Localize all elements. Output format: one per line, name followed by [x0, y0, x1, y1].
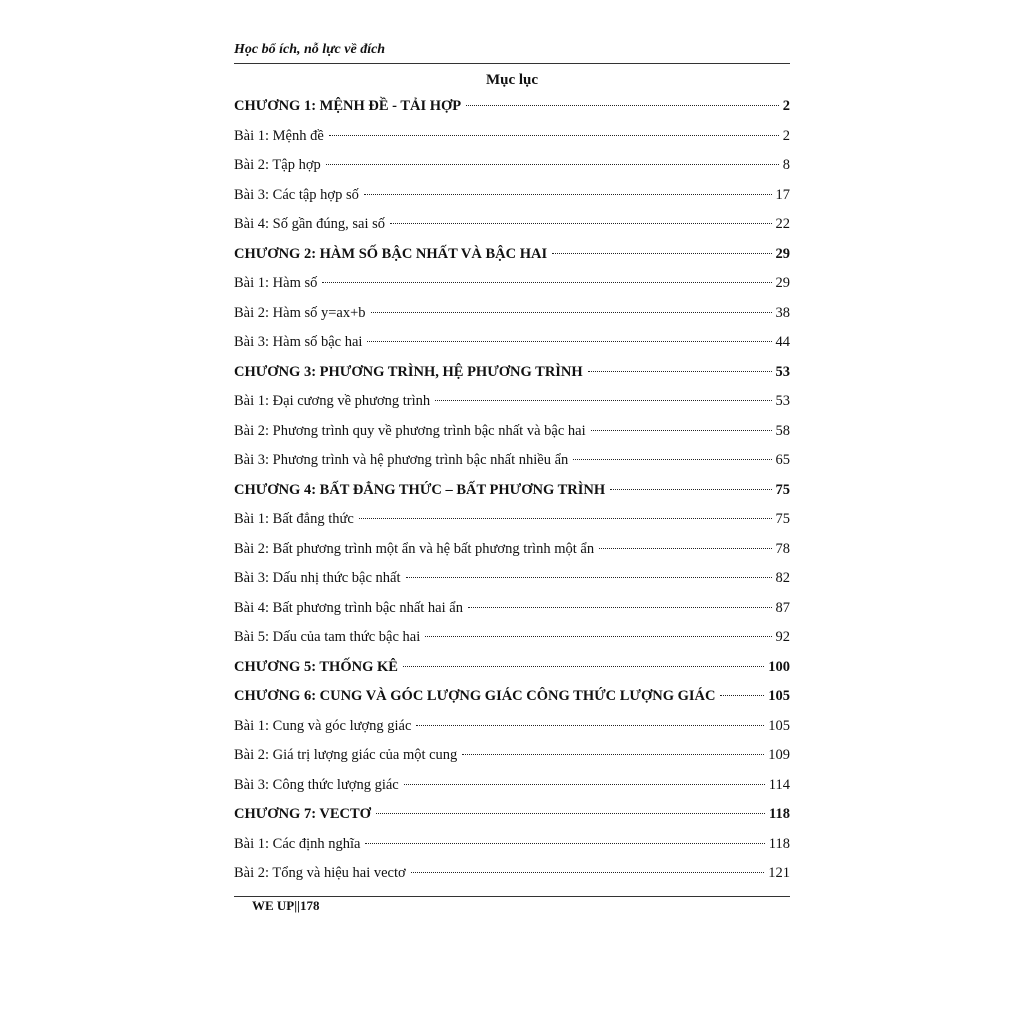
- toc-page-number: 2: [782, 98, 790, 114]
- toc-page-number: 65: [775, 452, 790, 468]
- dot-leader: [390, 223, 771, 224]
- dot-leader: [404, 784, 765, 785]
- toc-page-number: 82: [775, 570, 790, 586]
- toc-entry-label: Bài 5: Dấu của tam thức bậc hai: [234, 629, 421, 645]
- toc-chapter-row[interactable]: [234, 806, 790, 836]
- toc-entry-label: Bài 1: Mệnh đề: [234, 127, 324, 144]
- dot-leader: [326, 164, 779, 165]
- toc-entry-label: Bài 3: Công thức lượng giác: [234, 776, 399, 793]
- toc-entry-label: Bài 3: Hàm số bậc hai: [234, 334, 363, 350]
- toc-page-number: 38: [775, 304, 790, 321]
- running-header: Học bổ ích, nỗ lực về đích: [234, 40, 790, 64]
- toc-page-number: 75: [775, 511, 790, 527]
- toc-page-number: 78: [775, 540, 790, 557]
- toc-lesson-row[interactable]: [234, 187, 790, 217]
- toc-lesson-row[interactable]: [234, 305, 790, 335]
- toc-page-number: 2: [782, 127, 790, 144]
- dot-leader: [322, 282, 771, 283]
- toc-entry-label: Bài 1: Đại cương về phương trình: [234, 393, 431, 409]
- toc-entry-label: Bài 2: Phương trình quy về phương trình bậc nhất và bậc hai: [234, 422, 586, 439]
- dot-leader: [599, 548, 771, 549]
- toc-entry-label: CHƯƠNG 5: THỐNG KÊ: [234, 658, 398, 675]
- toc-page-number: 118: [769, 806, 790, 822]
- dot-leader: [359, 518, 772, 519]
- toc-entry-label: CHƯƠNG 7: VECTƠ: [234, 806, 371, 822]
- toc-entry-label: Bài 1: Hàm số: [234, 275, 318, 291]
- toc-lesson-row[interactable]: [234, 865, 790, 895]
- toc-page-number: 22: [775, 216, 790, 232]
- dot-leader: [466, 105, 779, 106]
- dot-leader: [416, 725, 764, 726]
- toc-chapter-row[interactable]: [234, 688, 790, 718]
- toc-page-number: 105: [768, 688, 790, 704]
- dot-leader: [367, 341, 771, 342]
- toc-chapter-row[interactable]: [234, 246, 790, 276]
- toc-lesson-row[interactable]: [234, 777, 790, 807]
- dot-leader: [720, 695, 764, 696]
- toc-chapter-row[interactable]: [234, 482, 790, 512]
- toc-lesson-row[interactable]: [234, 128, 790, 158]
- toc-lesson-row[interactable]: [234, 423, 790, 453]
- toc-page-number: 75: [775, 481, 790, 498]
- toc-page-number: 29: [775, 275, 790, 291]
- toc-entry-label: Bài 3: Các tập hợp số: [234, 186, 359, 203]
- toc-page-number: 44: [775, 334, 790, 350]
- toc-lesson-row[interactable]: [234, 452, 790, 482]
- toc-lesson-row[interactable]: [234, 718, 790, 748]
- toc-page-number: 105: [768, 717, 790, 734]
- toc-entry-label: Bài 2: Tổng và hiệu hai vectơ: [234, 865, 406, 881]
- toc-page-number: 92: [775, 629, 790, 645]
- toc-lesson-row[interactable]: [234, 275, 790, 305]
- toc-page-number: 53: [775, 363, 790, 380]
- toc-chapter-row[interactable]: [234, 659, 790, 689]
- toc-entry-label: Bài 3: Phương trình và hệ phương trình bậc nhất nhiều ẩn: [234, 452, 569, 468]
- page-footer: WE UP||178: [252, 897, 320, 913]
- toc-lesson-row[interactable]: [234, 334, 790, 364]
- toc-entry-label: CHƯƠNG 2: HÀM SỐ BẬC NHẤT VÀ BẬC HAI: [234, 245, 548, 262]
- toc-lesson-row[interactable]: [234, 393, 790, 423]
- toc-lesson-row[interactable]: [234, 541, 790, 571]
- dot-leader: [591, 430, 772, 431]
- dot-leader: [435, 400, 771, 401]
- dot-leader: [365, 843, 764, 844]
- toc-page-number: 17: [775, 186, 790, 203]
- toc-page-number: 118: [768, 835, 790, 852]
- toc-lesson-row[interactable]: [234, 836, 790, 866]
- toc-page-number: 87: [775, 599, 790, 616]
- toc-entry-label: Bài 2: Giá trị lượng giác của một cung: [234, 747, 458, 763]
- dot-leader: [403, 666, 764, 667]
- dot-leader: [588, 371, 772, 372]
- dot-leader: [376, 813, 765, 814]
- dot-leader: [610, 489, 771, 490]
- toc-lesson-row[interactable]: [234, 511, 790, 541]
- dot-leader: [329, 135, 779, 136]
- toc-page-number: 121: [768, 865, 790, 881]
- dot-leader: [425, 636, 771, 637]
- toc-entry-label: Bài 4: Bất phương trình bậc nhất hai ẩn: [234, 599, 463, 616]
- toc-lesson-row[interactable]: [234, 157, 790, 187]
- toc-entry-label: CHƯƠNG 1: MỆNH ĐỀ - TẢI HỢP: [234, 98, 462, 114]
- toc-page-number: 109: [768, 747, 790, 763]
- dot-leader: [573, 459, 771, 460]
- dot-leader: [468, 607, 772, 608]
- toc-page-number: 58: [775, 422, 790, 439]
- document-page: [234, 40, 790, 914]
- dot-leader: [364, 194, 772, 195]
- toc-entry-label: CHƯƠNG 6: CUNG VÀ GÓC LƯỢNG GIÁC CÔNG THỨC LƯỢNG GIÁC: [234, 688, 716, 704]
- toc-page-number: 100: [768, 658, 790, 675]
- toc-entry-label: Bài 1: Cung và góc lượng giác: [234, 717, 412, 734]
- toc-entry-label: CHƯƠNG 3: PHƯƠNG TRÌNH, HỆ PHƯƠNG TRÌNH: [234, 363, 583, 380]
- dot-leader: [406, 577, 772, 578]
- toc-page-number: 29: [775, 245, 790, 262]
- toc-lesson-row[interactable]: [234, 629, 790, 659]
- toc-entry-label: Bài 3: Dấu nhị thức bậc nhất: [234, 570, 401, 586]
- toc-chapter-row[interactable]: [234, 364, 790, 394]
- dot-leader: [371, 312, 772, 313]
- toc-lesson-row[interactable]: [234, 600, 790, 630]
- toc-lesson-row[interactable]: [234, 747, 790, 777]
- toc-entry-label: Bài 2: Tập hợp: [234, 157, 321, 173]
- toc-entry-label: Bài 1: Các định nghĩa: [234, 835, 361, 852]
- toc-lesson-row[interactable]: [234, 570, 790, 600]
- dot-leader: [411, 872, 765, 873]
- table-of-contents: [234, 98, 790, 895]
- toc-entry-label: CHƯƠNG 4: BẤT ĐẲNG THỨC – BẤT PHƯƠNG TRÌNH: [234, 481, 606, 498]
- toc-entry-label: Bài 2: Hàm số y=ax+b: [234, 304, 366, 321]
- toc-title: Mục lục: [485, 72, 539, 88]
- toc-page-number: 53: [775, 393, 790, 409]
- dot-leader: [552, 253, 771, 254]
- toc-lesson-row[interactable]: [234, 216, 790, 246]
- toc-page-number: 8: [782, 157, 790, 173]
- toc-entry-label: Bài 2: Bất phương trình một ẩn và hệ bất phương trình một ẩn: [234, 540, 595, 557]
- toc-entry-label: Bài 1: Bất đẳng thức: [234, 511, 354, 527]
- dot-leader: [462, 754, 764, 755]
- toc-page-number: 114: [768, 776, 790, 793]
- toc-chapter-row[interactable]: [234, 98, 790, 128]
- toc-entry-label: Bài 4: Số gần đúng, sai số: [234, 216, 386, 232]
